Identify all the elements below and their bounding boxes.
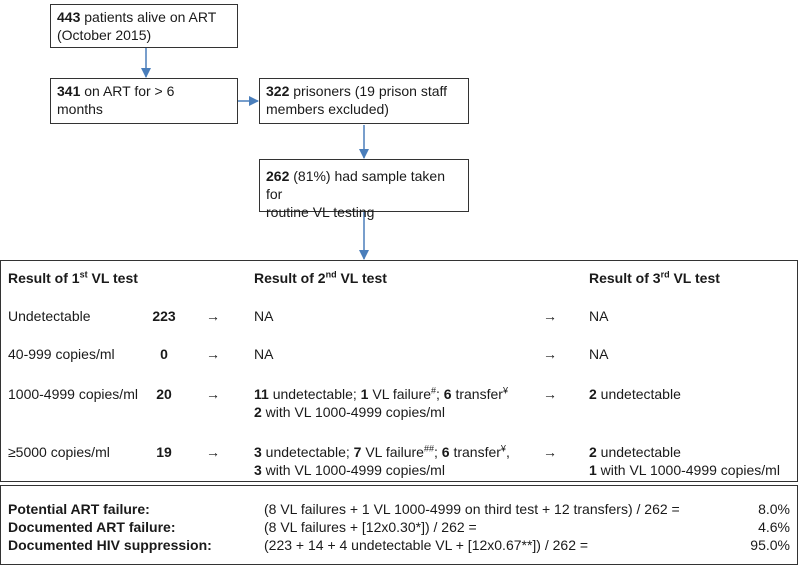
row-40-999-second: NA [254, 346, 274, 362]
summary-suppression-formula: (223 + 14 + 4 undetectable VL + [12x0.67**]) / 262 = [264, 537, 589, 553]
on-art-months: months [57, 101, 103, 117]
summary-documented-failure-label: Documented ART failure: [8, 519, 176, 535]
row-40-999-arrow2: → [543, 346, 557, 362]
patients-alive-date: (October 2015) [57, 27, 152, 43]
row-5000-count: 19 [156, 444, 172, 460]
on-art-text: on ART for > 6 [80, 83, 175, 99]
row-undetectable-count: 223 [152, 308, 176, 324]
row-1000-4999-label: 1000-4999 copies/ml [8, 386, 138, 402]
sampled-count: 262 [266, 168, 290, 184]
row-1000-4999-count: 20 [156, 386, 172, 402]
row-1000-4999-arrow1: → [206, 386, 220, 402]
patients-alive-count: 443 [57, 9, 81, 25]
prisoners-excluded: members excluded) [266, 101, 389, 117]
row-undetectable-third: NA [589, 308, 609, 324]
row-undetectable-label: Undetectable [8, 308, 91, 324]
row-undetectable-arrow1: → [206, 308, 220, 324]
row-5000-label: ≥5000 copies/ml [8, 444, 110, 460]
row-5000-third: 2 undetectable 1 with VL 1000-4999 copies/ml [589, 444, 780, 478]
row-40-999-label: 40-999 copies/ml [8, 346, 115, 362]
row-undetectable-arrow2: → [543, 308, 557, 324]
patients-alive-text: patients alive on ART [80, 9, 217, 25]
summary-potential-value: 8.0% [758, 501, 790, 517]
row-40-999-count: 0 [160, 346, 168, 362]
row-5000-arrow2: → [543, 444, 557, 460]
row-1000-4999-third: 2 undetectable [589, 386, 681, 402]
row-undetectable-second: NA [254, 308, 274, 324]
flow-box-sampled [259, 159, 469, 220]
prisoners-count: 322 [266, 83, 290, 99]
sampled-text: (81%) had sample taken for [266, 168, 445, 202]
row-5000-second: 3 undetectable; 7 VL failure##; 6 transfer¥, 3 with VL 1000-4999 copies/ml [254, 443, 510, 478]
summary-potential-label: Potential ART failure: [8, 501, 150, 517]
summary-suppression-label: Documented HIV suppression: [8, 537, 212, 553]
row-5000-arrow1: → [206, 444, 220, 460]
header-first-test: Result of 1st VL test [8, 269, 138, 286]
flow-box-on-art [50, 78, 238, 124]
row-40-999-arrow1: → [206, 346, 220, 362]
row-40-999-third: NA [589, 346, 609, 362]
summary-documented-failure-formula: (8 VL failures + [12x0.30*]) / 262 = [264, 519, 477, 535]
header-third-test: Result of 3rd VL test [589, 269, 720, 286]
header-second-test: Result of 2nd VL test [254, 269, 387, 286]
prisoners-text: prisoners (19 prison staff [289, 83, 448, 99]
row-1000-4999-arrow2: → [543, 386, 557, 402]
row-1000-4999-second: 11 undetectable; 1 VL failure#; 6 transfer¥ 2 with VL 1000-4999 copies/ml [254, 385, 508, 420]
summary-suppression-value: 95.0% [750, 537, 790, 553]
on-art-count: 341 [57, 83, 81, 99]
flow-box-patients-alive [50, 4, 238, 48]
summary-potential-formula: (8 VL failures + 1 VL 1000-4999 on third test + 12 transfers) / 262 = [264, 501, 680, 517]
sampled-purpose: routine VL testing [266, 204, 375, 220]
summary-documented-failure-value: 4.6% [758, 519, 790, 535]
flow-box-prisoners [259, 78, 469, 124]
